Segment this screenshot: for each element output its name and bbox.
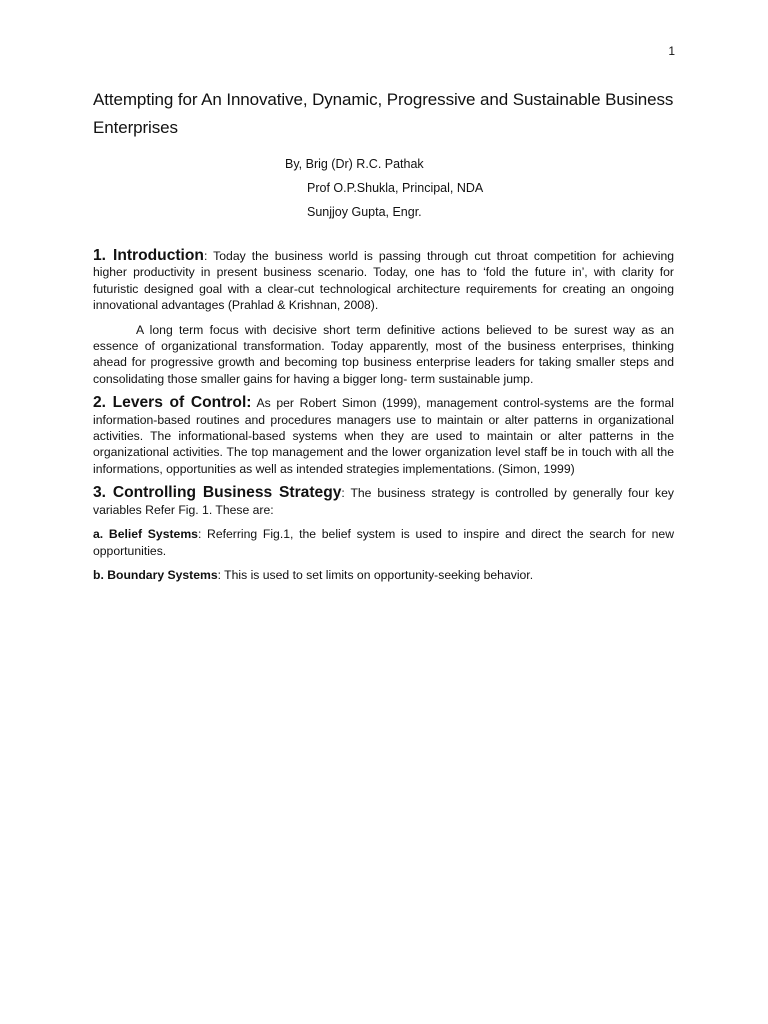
introduction-text: : Today the business world is passing through cut throat competition for achieving higher productivity in present business scenario. Today, one has to ‘fold the future in’, with clarity for futuristic designed goal with a clear-cut technological architecture requirements for creating an ongoing innovational advantages (Prahlad & Krishnan, 2008). [93,249,674,313]
boundary-systems-label: b. Boundary Systems [93,567,218,582]
belief-systems-text: : Referring Fig.1, the belief system is used to inspire and direct the search for new opportunities. [93,527,674,558]
page-number: 1 [668,44,675,58]
body-text [93,248,674,591]
levers-text: As per Robert Simon (1999), management control-systems are the formal information-based routines and procedures managers use to maintain or alter patterns in organizational activities. The informational-based systems when they are used to maintain or alter patterns in the organizational activities. The top management and the lower organization level staff be in touch with all the informations, opportunities as well as intended strategies implementations. (Simon, 1999) [93,396,674,476]
strategy-paragraph [93,485,674,518]
introduction-heading: 1. Introduction [93,247,204,264]
levers-paragraph [93,395,674,477]
strategy-text: : The business strategy is controlled by generally four key variables Refer Fig. 1. These are: [93,486,674,517]
belief-systems-item [93,526,674,559]
belief-systems-label: a. Belief Systems [93,527,198,542]
strategy-heading: 3. Controlling Business Strategy [93,484,342,502]
document-title: Attempting for An Innovative, Dynamic, Progressive and Sustainable Business Enterprises [93,90,674,137]
boundary-systems-text: : This is used to set limits on opportunity-seeking behavior. [217,567,534,582]
boundary-systems-item [93,567,674,583]
author-line: Sunjjoy Gupta, Engr. [307,205,422,219]
introduction-paragraph-2: A long term focus with decisive short term definitive actions believed to be surest way as an essence of organizational transformation. Today apparently, most of the business enterprises, thinking ahead for progressive growth and becoming top business enterprise leaders for taking smaller steps and consolidating those smaller gains for having a bigger long- term sustainable jump. [93,322,674,386]
author-line: By, Brig (Dr) R.C. Pathak [285,157,424,171]
introduction-paragraph [93,248,674,314]
author-line: Prof O.P.Shukla, Principal, NDA [307,181,484,195]
levers-heading: 2. Levers of Control: [93,394,252,412]
author-list [285,152,483,224]
